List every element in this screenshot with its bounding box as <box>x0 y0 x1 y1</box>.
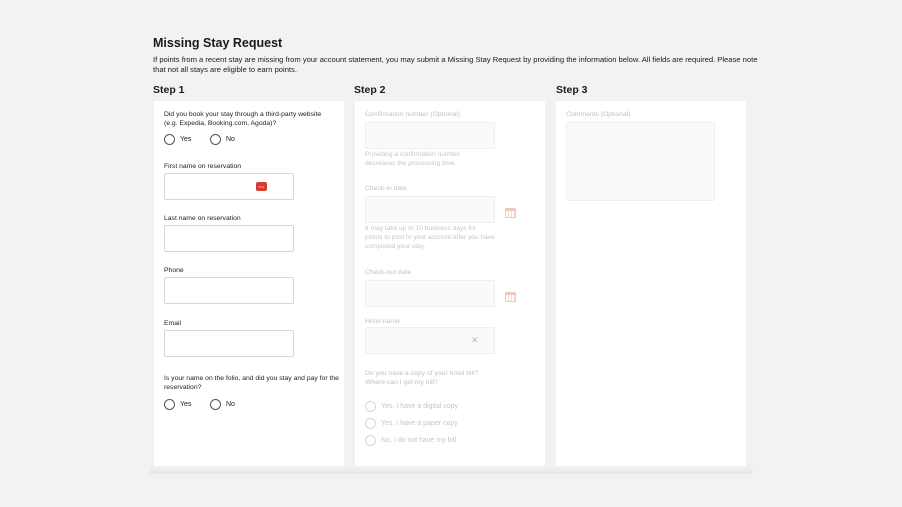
email-input[interactable] <box>164 330 294 357</box>
bill-none-radio[interactable] <box>365 435 376 446</box>
first-name-input[interactable] <box>164 173 294 200</box>
intro-text: If points from a recent stay are missing from your account statement, you may submit a Missing Stay Request by providing the information below. All fields are required. Please note that not all stays are eligible to earn points. <box>153 55 758 74</box>
third-party-question: Did you book your stay through a third-party website (e.g. Expedia, Booking.com, Agoda)? <box>164 111 322 127</box>
confirmation-note: Providing a confirmation number decreases the processing time. <box>365 151 460 167</box>
comments-textarea[interactable] <box>566 122 715 201</box>
comments-label: Comments (Optional) <box>566 111 631 118</box>
last-name-label: Last name on reservation <box>164 215 241 222</box>
page-title: Missing Stay Request <box>153 36 283 50</box>
step-2-heading: Step 2 <box>354 84 386 96</box>
last-name-input[interactable] <box>164 225 294 252</box>
calendar-icon[interactable] <box>505 292 516 302</box>
folio-no-label: No <box>226 401 235 408</box>
step-1-heading: Step 1 <box>153 84 185 96</box>
hotel-input[interactable] <box>365 327 495 354</box>
third-party-yes-label: Yes <box>180 136 192 143</box>
checkin-label: Check-in date <box>365 185 407 192</box>
bill-digital-radio[interactable] <box>365 401 376 412</box>
bill-help-link[interactable]: Where can I get my bill? <box>365 379 438 386</box>
third-party-yes-radio[interactable] <box>164 134 175 145</box>
folio-question: Is your name on the folio, and did you stay and pay for the reservation? <box>164 375 339 391</box>
folio-yes-radio[interactable] <box>164 399 175 410</box>
panel-shadow <box>150 466 753 474</box>
bill-digital-label: Yes, I have a digital copy <box>381 403 459 410</box>
checkout-label: Check-out date <box>365 269 412 276</box>
first-name-label: First name on reservation <box>164 163 242 170</box>
folio-no-radio[interactable] <box>210 399 221 410</box>
calendar-icon[interactable] <box>505 208 516 218</box>
hotel-label: Hotel name <box>365 318 400 325</box>
bill-paper-radio[interactable] <box>365 418 376 429</box>
close-icon[interactable]: ✕ <box>471 335 479 345</box>
autofill-icon[interactable]: ••• <box>256 182 267 191</box>
phone-input[interactable] <box>164 277 294 304</box>
confirmation-label: Confirmation number (Optional) <box>365 111 461 118</box>
step-3-heading: Step 3 <box>556 84 588 96</box>
folio-yes-label: Yes <box>180 401 192 408</box>
bill-paper-label: Yes, I have a paper copy <box>381 420 458 427</box>
third-party-no-label: No <box>226 136 235 143</box>
step-2-column <box>355 101 545 469</box>
bill-question: Do you have a copy of your hotel bill? <box>365 370 479 377</box>
checkout-input[interactable] <box>365 280 495 307</box>
bill-none-label: No, I do not have my bill <box>381 437 457 444</box>
checkin-input[interactable] <box>365 196 495 223</box>
checkin-note: It may take up to 10 business days for points to post to your account after you have completed your stay. <box>365 225 495 250</box>
email-label: Email <box>164 320 181 327</box>
confirmation-input[interactable] <box>365 122 495 149</box>
third-party-no-radio[interactable] <box>210 134 221 145</box>
step-1-column <box>154 101 344 469</box>
phone-label: Phone <box>164 267 184 274</box>
step-3-column <box>556 101 746 469</box>
